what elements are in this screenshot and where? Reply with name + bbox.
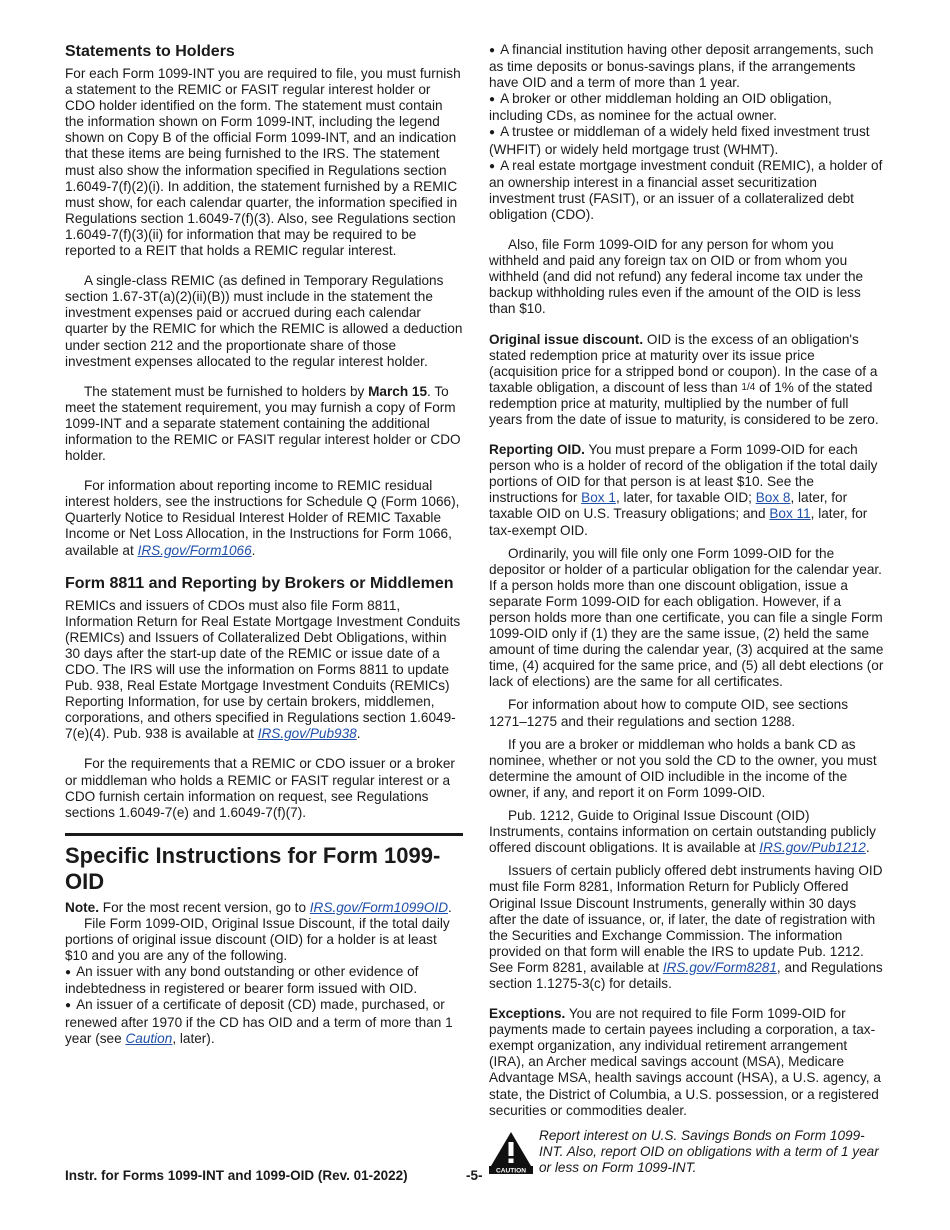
paragraph: Exceptions. You are not required to file Form 1099-OID for payments made to certain payees including a corporation, a tax-exempt organization, any individual retirement arrangement (IRA), an Archer medical savings account (MSA), Medicare Advantage MSA, health savings account (HSA), a U.S. agency, a state, the District of Columbia, a U.S. possession, or a registered securities or commodities dealer. [489,1006,881,1118]
bold-date: March 15 [368,383,428,399]
heading-specific-instructions: Specific Instructions for Form 1099-OID [65,842,441,894]
bullet-icon: ● [489,160,496,172]
paragraph: If you are a broker or middleman who holds a bank CD as nominee, whether or not you sold the CD to the owner, you must determine the amount of OID includible in the income of the owner, if any, and report it on Form 1099-OID. [489,736,877,800]
right-column [489,42,885,1176]
paragraph: For the requirements that a REMIC or CDO issuer or a broker or middleman who holds a REMIC or FASIT regular interest or a CDO furnish certain information on request, see Regulations sections 1.6049-7(e) and 1.6049-7(f)(7). [65,756,455,820]
runin-heading: Reporting OID. [489,442,585,458]
heading-statements-to-holders: Statements to Holders [65,43,235,60]
caution-label: CAUTION [495,1167,527,1174]
caution-box [489,1128,885,1176]
paragraph: For each Form 1099-INT you are required to file, you must furnish a statement to the REMIC or FASIT regular interest holder or CDO holder identified on the form. The statement must contain the information shown on Form 1099-INT, including the legend shown on Copy B of the official Form 1099-INT, and an indication that these items are being furnished to the IRS. The statement must also show the information specified in Regulations section 1.6049-7(f)(2)(i). In addition, the statement furnished by a REMIC must show, for each calendar quarter, the information specified in Regulations section 1.6049-7(f)(3). Also, see Regulations section 1.6049-7(f)(3)(ii) for information that may be required to be reported to a REIT that holds a REMIC regular interest. [65,66,461,259]
link-pub1212[interactable]: IRS.gov/Pub1212 [759,840,866,856]
list-item: ● A financial institution having other deposit arrangements, such as time deposits or bonus-savings plans, if the arrangements have OID and a term of more than 1 year. [489,42,874,91]
paragraph: For information about how to compute OID, see sections 1271–1275 and their regulations and section 1288. [489,697,849,729]
link-box11[interactable]: Box 11 [769,506,811,522]
section-divider [65,833,463,1047]
link-pub938[interactable]: IRS.gov/Pub938 [257,726,357,742]
link-box1[interactable]: Box 1 [581,490,616,506]
link-form1099oid[interactable]: IRS.gov/Form1099OID [309,899,449,915]
paragraph: For information about reporting income to REMIC residual interest holders, see the instructions for Schedule Q (Form 1066), Quarterly Notice to Residual Interest Holder of REMIC Taxable Income or Net Loss Allocation, in the Instructions for Form 1066, available at IRS.gov/Form1066. [65,478,460,558]
paragraph: Original issue discount. OID is the excess of an obligation's stated redemption price at maturity over its issue price (acquisition price for a stripped bond or coupon). In the case of a taxable obligation, a discount of less than 1/4 of 1% of the stated redemption price at maturity, multiplied by the number of full years from the date of issue to maturity, is considered to be zero. [489,331,879,427]
list-item: ● A broker or other middleman holding an OID obligation, including CDs, as nominee for the actual owner. [489,91,832,124]
bullet-icon: ● [65,967,72,979]
paragraph: Ordinarily, you will file only one Form 1099-OID for the depositor or holder of a particular obligation for the calendar year. If a person holds more than one discount obligation, issue a separate Form 1099-OID for each obligation. However, if a person holds more than one certificate, you can file a single Form 1099-OID only if (1) they are the same issue, (2) held the same amount of time during the calendar year, (3) acquired at the same time, (4) acquired for the same price, and (5) all debt elections (or lack of elections) are the same for all certificates. [489,545,884,690]
paragraph: Issuers of certain publicly offered debt instruments having OID must file Form 8281, Information Return for Publicly Offered Original Issue Discount Instruments, generally within 30 days after the date of issuance, or, if later, the date of registration with the Securities and Exchange Commission. The information provided on that form will enable the IRS to update Pub. 1212. See Form 8281, available at IRS.gov/Form8281, and Regulations section 1.1275-3(c) for details. [489,863,883,991]
list-item: ● A real estate mortgage investment conduit (REMIC), a holder of an ownership interest in a financial asset securitization investment trust (FASIT), or an issuer of a collateralized debt obligation (CDO). [489,157,883,222]
bullet-icon: ● [65,1000,72,1012]
bullet-icon: ● [489,45,496,56]
link-box8[interactable]: Box 8 [755,490,791,506]
list-item: ● A trustee or middleman of a widely held fixed investment trust (WHFIT) or widely held mortgage trust (WHMT). [489,124,870,157]
paragraph: Pub. 1212, Guide to Original Issue Discount (OID) Instruments, contains information on certain outstanding publicly offered discount obligations. It is available at IRS.gov/Pub1212. [489,808,876,856]
page-number: -5- [466,1168,483,1183]
bullet-icon: ● [489,127,496,139]
paragraph: Reporting OID. You must prepare a Form 1099-OID for each person who is a holder of record of the obligation if the total daily portions of OID for that person is at least $10. See the instructions for Box 1, later, for taxable OID; Box 8, later, for taxable OID on U.S. Treasury obligations; and Box 11, later, for tax-exempt OID. [489,442,878,538]
paragraph: Also, file Form 1099-OID for any person for whom you withheld and paid any foreign tax on OID or from whom you withheld (and did not refund) any federal income tax under the backup withholding rules even if the amount of the OID is less than $10. [489,237,864,317]
paragraph: The statement must be furnished to holders by March 15. To meet the statement requirement, you may furnish a copy of Form 1099-INT and a separate statement containing the additional information to the REMIC or FASIT regular interest holder or CDO holder. [65,383,461,464]
footer-title: Instr. for Forms 1099-INT and 1099-OID (Rev. 01-2022) [65,1168,408,1183]
caution-icon [489,1130,533,1174]
fraction: 1/4 [741,381,756,393]
link-form1066[interactable]: IRS.gov/Form1066 [137,542,252,558]
runin-heading: Exceptions. [489,1006,566,1022]
paragraph: File Form 1099-OID, Original Issue Discount, if the total daily portions of original issue discount (OID) for a holder is at least $10 and you are any of the following. [65,915,450,964]
list-item: ● An issuer of a certificate of deposit (CD) made, purchased, or renewed after 1970 if the CD has OID and a term of more than 1 year (see Caution, later). [65,997,453,1046]
runin-heading: Original issue discount. [489,331,644,347]
bullet-icon: ● [489,94,496,106]
list-item: ● An issuer with any bond outstanding or other evidence of indebtedness in registered or bearer form issued with OID. [65,964,419,997]
left-column [65,42,463,1047]
caution-text: Report interest on U.S. Savings Bonds on Form 1099-INT. Also, report OID on obligations with a term of 1 year or less on Form 1099-INT. [539,1127,879,1175]
paragraph: A single-class REMIC (as defined in Temporary Regulations section 1.67-3T(a)(2)(ii)(B)) must include in the statement the investment expenses paid or accrued during each calendar quarter by the REMIC for which the REMIC is allowed a deduction under section 212 and the proportionate share of those investment expenses allocated to the regular interest holder. [65,273,463,369]
note: Note. For the most recent version, go to IRS.gov/Form1099OID. [65,899,452,915]
paragraph: REMICs and issuers of CDOs must also file Form 8811, Information Return for Real Estate Mortgage Investment Conduits (REMICs) and Issuers of Collateralized Debt Obligations, within 30 days after the start-up date of the REMIC or issue date of a CDO. The IRS will use the information on Forms 8811 to update Pub. 938, Real Estate Mortgage Investment Conduits (REMICs) Reporting Information, for use by certain brokers, middlemen, corporations, and others specified in Regulations section 1.6049-7(e)(4). Pub. 938 is available at IRS.gov/Pub938. [65,597,461,742]
heading-form-8811: Form 8811 and Reporting by Brokers or Middlemen [65,574,454,592]
link-caution[interactable]: Caution [125,1030,173,1046]
link-form8281[interactable]: IRS.gov/Form8281 [662,959,777,975]
